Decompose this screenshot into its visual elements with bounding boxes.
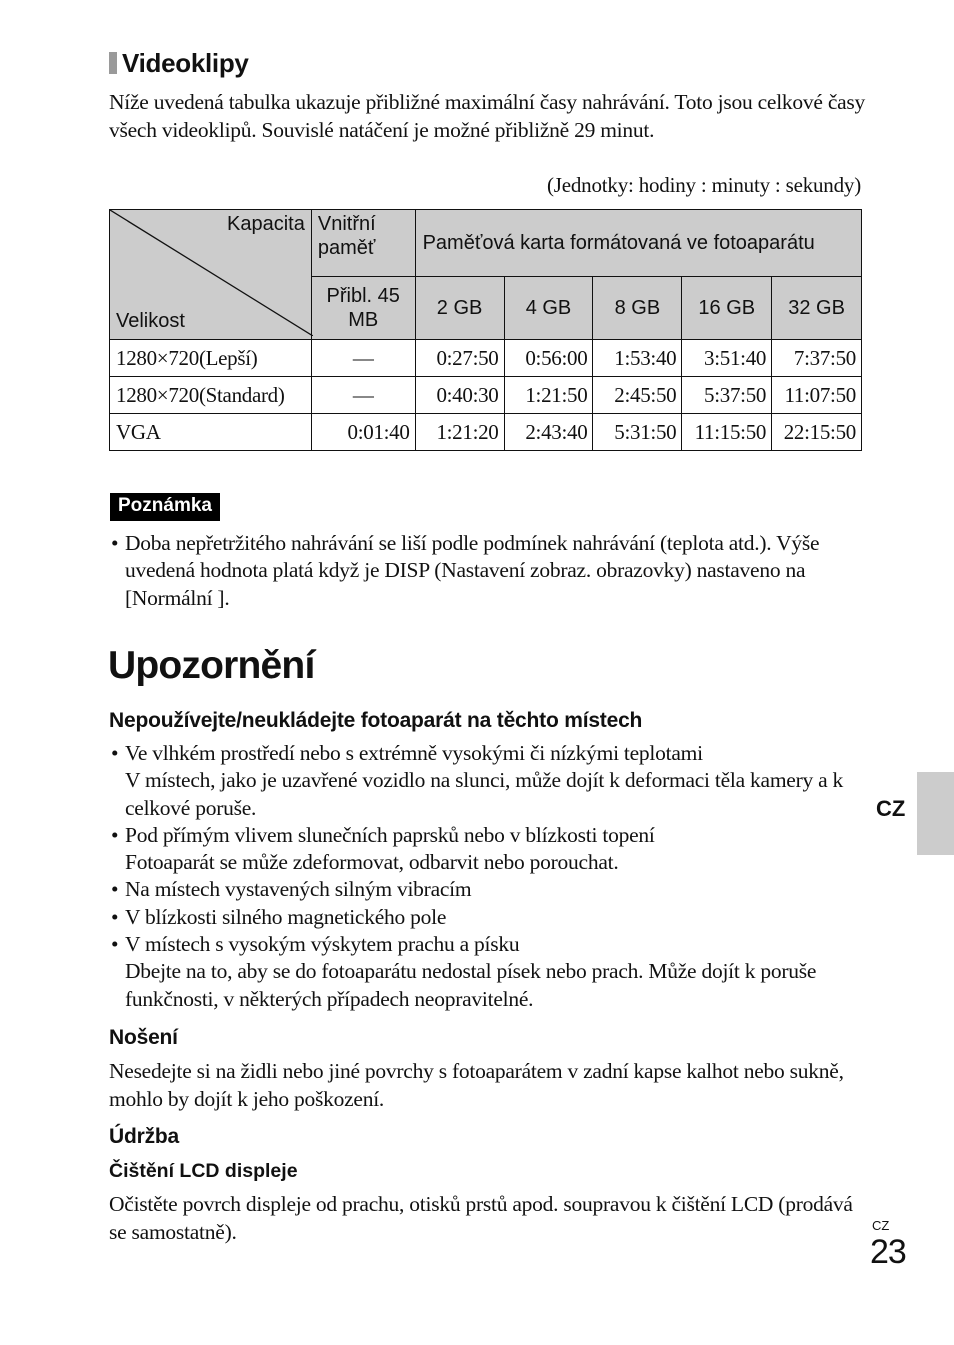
table-row: [110, 414, 862, 451]
language-tab-label: CZ: [876, 796, 906, 821]
list-item: [109, 904, 869, 931]
videoclips-intro: Níže uvedená tabulka ukazuje přibližné maximální časy nahrávání. Toto jsou celkové časy všech videoklipů. Souvislé natáčení je možné přibližně 29 minut.: [109, 90, 866, 142]
card-size-header: 16 GB: [682, 277, 772, 340]
heading-marker-icon: [109, 52, 117, 74]
list-item-main: • Na místech vystavených silným vibracím: [125, 877, 472, 902]
lcd-cleaning-text: Očistěte povrch displeje od prachu, otisků prstů apod. soupravou k čištění LCD (prodává se samostatně).: [109, 1192, 853, 1244]
cell-value: 2:45:50: [593, 377, 682, 414]
cell-value: 1:21:20: [415, 414, 504, 451]
list-item: [109, 822, 869, 877]
cell-value: 5:31:50: [593, 414, 682, 451]
cell-value: 5:37:50: [682, 377, 772, 414]
lcd-cleaning-heading: Čištění LCD displeje: [109, 1160, 298, 1182]
card-size-header: 4 GB: [504, 277, 593, 340]
list-item-detail: Fotoaparát se může zdeformovat, odbarvit nebo porouchat.: [125, 850, 619, 875]
table-row: [110, 377, 862, 414]
table-corner-header: [110, 210, 312, 340]
cell-value: 1:21:50: [504, 377, 593, 414]
cell-value: 22:15:50: [772, 414, 862, 451]
note-list: [109, 530, 869, 612]
memory-card-header: Paměťová karta formátovaná ve fotoaparátu: [415, 210, 861, 277]
row-size-label: 1280×720(Standard): [110, 377, 312, 414]
cell-value: 2:43:40: [504, 414, 593, 451]
cell-value: 1:53:40: [593, 340, 682, 377]
list-item-detail: V místech, jako je uzavřené vozidlo na slunci, může dojít k deformaci těla kamery a k celkové poruše.: [125, 768, 844, 820]
page-number: 23: [870, 1233, 906, 1271]
list-item-main: • V místech s vysokým výskytem prachu a písku: [125, 932, 520, 957]
cell-value: 11:15:50: [682, 414, 772, 451]
cell-value: 3:51:40: [682, 340, 772, 377]
units-note: (Jednotky: hodiny : minuty : sekundy): [547, 173, 861, 197]
cell-internal: 0:01:40: [311, 414, 415, 451]
maintenance-heading: Údržba: [109, 1125, 179, 1148]
places-heading: Nepoužívejte/neukládejte fotoaparát na těchto místech: [109, 709, 643, 732]
list-item-detail: Dbejte na to, aby se do fotoaparátu nedostal písek nebo prach. Může dojít k poruše funkčnosti, v některých případech neopravitelné.: [125, 959, 817, 1011]
note-item: • Doba nepřetržitého nahrávání se liší podle podmínek nahrávání (teplota atd.). Výše uvedená hodnota platá když je DISP (Nastavení zobraz. obrazovky) nastaveno na [Normální ].: [109, 530, 869, 612]
list-item-main: • Pod přímým vlivem slunečních paprsků nebo v blízkosti topení: [125, 822, 655, 847]
recording-time-table: [109, 209, 862, 451]
list-item: [109, 740, 869, 822]
table-row: [110, 340, 862, 377]
cell-value: 7:37:50: [772, 340, 862, 377]
note-badge: Poznámka: [110, 493, 220, 521]
cell-value: 0:56:00: [504, 340, 593, 377]
list-item: [109, 931, 869, 1013]
cell-internal: —: [311, 377, 415, 414]
row-size-label: 1280×720(Lepší): [110, 340, 312, 377]
card-size-header: 8 GB: [593, 277, 682, 340]
section-heading-text: Videoklipy: [122, 48, 249, 78]
corner-label-size: Velikost: [116, 310, 185, 332]
language-tab-marker: [917, 772, 954, 855]
cell-value: 0:27:50: [415, 340, 504, 377]
card-size-header: 32 GB: [772, 277, 862, 340]
internal-memory-capacity: Přibl. 45 MB: [311, 277, 415, 340]
section-heading-videoclips: [109, 48, 249, 79]
row-size-label: VGA: [110, 414, 312, 451]
card-size-header: 2 GB: [415, 277, 504, 340]
list-item-main: • Ve vlhkém prostředí nebo s extrémně vysokými či nízkými teplotami: [125, 741, 703, 765]
places-list: [109, 740, 869, 1013]
carrying-heading: Nošení: [109, 1026, 178, 1049]
list-item-main: • V blízkosti silného magnetického pole: [125, 904, 447, 929]
cell-internal: —: [311, 340, 415, 377]
footer-language: CZ: [872, 1218, 890, 1233]
list-item: [109, 876, 869, 903]
carrying-text: Nesedejte si na židli nebo jiné povrchy s fotoaparátem v zadní kapse kalhot nebo sukně, mohlo by dojít k jeho poškození.: [109, 1059, 844, 1111]
cell-value: 11:07:50: [772, 377, 862, 414]
internal-memory-header: Vnitřní paměť: [311, 210, 415, 277]
page-title-precautions: Upozornění: [108, 644, 315, 687]
corner-label-capacity: Kapacita: [227, 213, 305, 235]
cell-value: 0:40:30: [415, 377, 504, 414]
